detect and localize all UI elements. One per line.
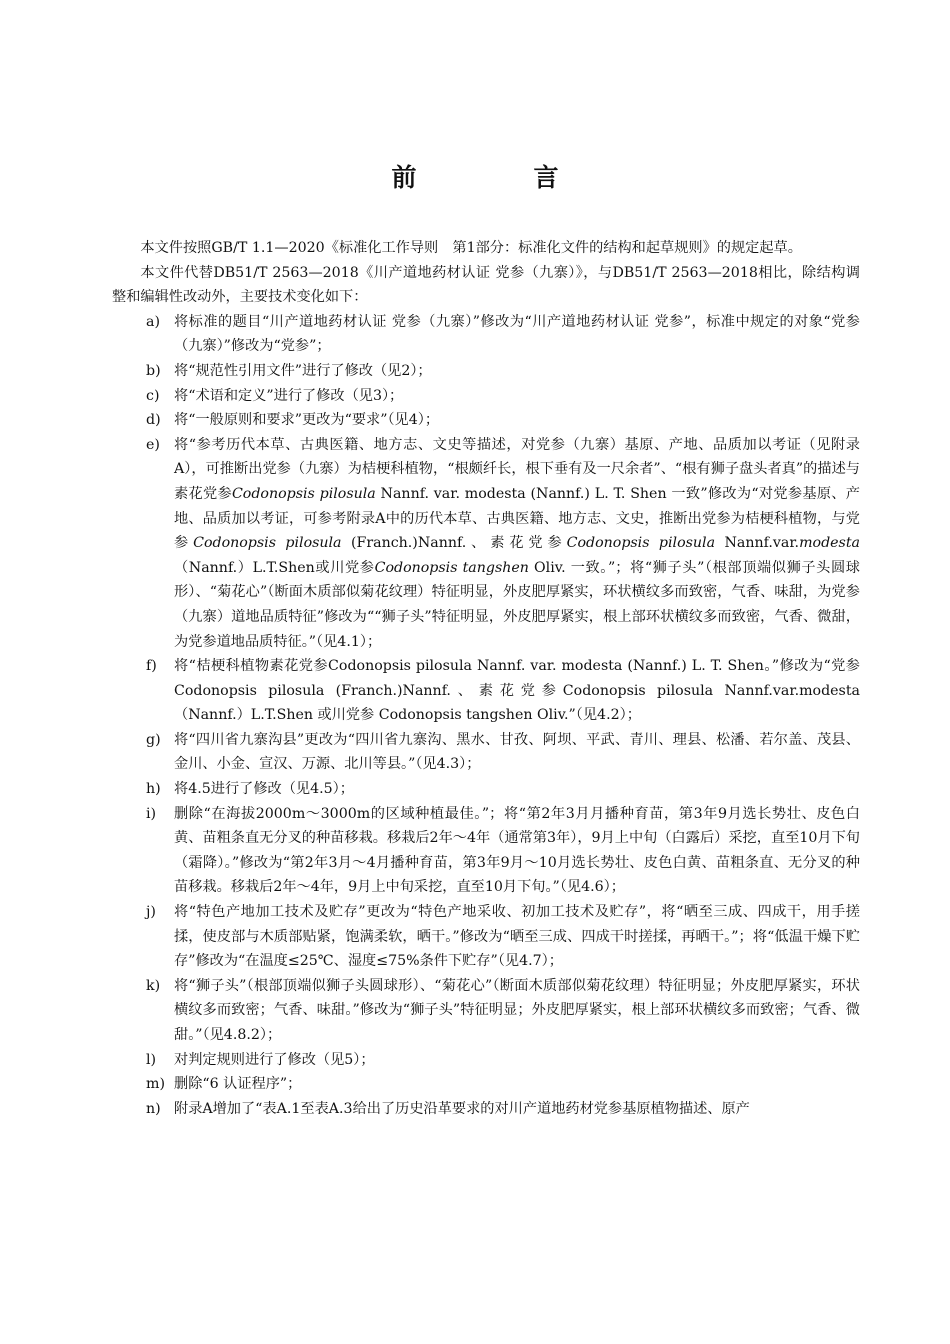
replacement-paragraph: 本文件代替DB51/T 2563—2018《川产道地药材认证 党参（九寨）》，与DB51/T 2563—2018相比，除结构调整和编辑性改动外，主要技术变化如下： bbox=[112, 264, 860, 306]
list-marker: g) bbox=[146, 731, 161, 748]
list-marker: c) bbox=[146, 387, 160, 404]
intro-paragraph: 本文件按照GB/T 1.1—2020《标准化工作导则 第1部分：标准化文件的结构和起草规则》的规定起草。 bbox=[140, 240, 802, 256]
list-marker: d) bbox=[146, 412, 161, 429]
species-name: Codonopsis pilosula bbox=[566, 535, 716, 552]
list-item bbox=[112, 654, 860, 728]
list-marker: m) bbox=[146, 1076, 165, 1093]
change-list bbox=[112, 310, 860, 1122]
list-item-text: 删除“在海拔2000m～3000m的区域种植最佳。”；将“第2年3月月播种育苗，第3年9月选长势壮、皮色白黄、苗粗条直无分叉的种苗移栽。移栽后2年～4年（通常第3年），9月上中旬（白露后）采挖，直至10月下旬（霜降）。”修改为“第2年3月～4月播种育苗，第3年9月～10月选长势壮、皮色白黄、苗粗条直、无分叉的种苗移栽。移栽后2年～4年，9月上中旬采挖，直至10月下旬。”（见4.6）； bbox=[174, 805, 860, 896]
list-marker: l) bbox=[146, 1051, 157, 1068]
list-item-text: 附录A增加了“表A.1至表A.3给出了历史沿革要求的对川产道地药材党参基原植物描述、原产 bbox=[174, 1100, 750, 1117]
list-marker: e) bbox=[146, 436, 160, 453]
list-item-text: 删除“6 认证程序”； bbox=[174, 1076, 302, 1093]
list-item-text: 将“狮子头”（根部顶端似狮子头圆球形）、“菊花心”（断面木质部似菊花纹理）特征明显；外皮肥厚紧实，环状横纹多而致密；气香、味甜。”修改为“狮子头”特征明显；外皮肥厚紧实，根上部环状横纹多而致密；气香、微甜。”（见4.8.2）； bbox=[174, 977, 860, 1043]
list-marker: j) bbox=[146, 904, 156, 921]
list-item-text: 将4.5进行了修改（见4.5）； bbox=[174, 781, 354, 798]
page-title: 前 言 bbox=[391, 163, 605, 192]
list-marker: a) bbox=[146, 313, 160, 330]
list-item bbox=[112, 408, 860, 433]
list-item bbox=[112, 1097, 860, 1122]
list-item bbox=[112, 802, 860, 900]
list-item bbox=[112, 384, 860, 409]
list-marker: k) bbox=[146, 977, 161, 994]
list-item-text: 将标准的题目“川产道地药材认证 党参（九寨）”修改为“川产道地药材认证 党参”，标准中规定的对象“党参（九寨）”修改为“党参”； bbox=[174, 313, 860, 355]
list-marker: f) bbox=[146, 658, 157, 675]
species-name: modesta bbox=[799, 535, 860, 552]
list-item-text: 将“规范性引用文件”进行了修改（见2）； bbox=[174, 362, 432, 379]
list-item bbox=[112, 433, 860, 654]
list-item-text: 对判定规则进行了修改（见5）； bbox=[174, 1051, 375, 1068]
species-name: Codonopsis pilosula bbox=[231, 485, 376, 502]
list-marker: i) bbox=[146, 805, 157, 822]
list-item bbox=[112, 777, 860, 802]
list-marker: b) bbox=[146, 362, 161, 379]
list-item bbox=[112, 728, 860, 777]
list-item bbox=[112, 359, 860, 384]
list-item bbox=[112, 1072, 860, 1097]
list-item-text: 将“一般原则和要求”更改为“要求”（见4）； bbox=[174, 412, 440, 429]
species-name: Codonopsis pilosula bbox=[193, 535, 342, 552]
list-item-text: 将“特色产地加工技术及贮存”更改为“特色产地采收、初加工技术及贮存”，将“晒至三成、四成干，用手搓揉，使皮部与木质部贴紧，饱满柔软，晒干。”修改为“晒至三成、四成干时搓揉，再晒干。”；将“低温干燥下贮存”修改为“在温度≤25℃、湿度≤75%条件下贮存”（见4.7）； bbox=[174, 904, 860, 970]
list-item bbox=[112, 310, 860, 359]
list-item bbox=[112, 900, 860, 974]
species-name: Codonopsis tangshen bbox=[374, 559, 529, 576]
list-marker: h) bbox=[146, 781, 161, 798]
document-body bbox=[112, 236, 860, 1121]
list-item-text: 将“四川省九寨沟县”更改为“四川省九寨沟、黑水、甘孜、阿坝、平武、青川、理县、松潘、若尔盖、茂县、金川、小金、宣汉、万源、北川等县。”（见4.3）； bbox=[174, 731, 860, 773]
list-item bbox=[112, 974, 860, 1048]
list-item-text: 将“术语和定义”进行了修改（见3）； bbox=[174, 387, 404, 404]
list-marker: n) bbox=[146, 1100, 161, 1117]
list-item bbox=[112, 1048, 860, 1073]
list-item-text: 将“参考历代本草、古典医籍、地方志、文史等描述，对党参（九寨）基原、产地、品质加以考证（见附录A），可推断出党参（九寨）为桔梗科植物，“根颇纤长，根下垂有及一尺余者”、“根有狮子盘头者真”的描述与素花党参Codonopsis pilosula Nannf. var. modesta (Nannf.) L. T. Shen 一致”修改为“对党参基原、产地、品质加以考证，可参考附录A中的历代本草、古典医籍、地方志、文史，推断出党参为桔梗科植物，与党参Codonopsis pilosula (Franch.)Nannf.、素花党参Codonopsis pilosula Nannf.var.modesta（Nannf.）L.T.Shen或川党参Codonopsis tangshen Oliv. 一致。”；将“狮子头”（根部顶端似狮子头圆球形）、“菊花心”（断面木质部似菊花纹理）特征明显，外皮肥厚紧实，环状横纹多而致密，气香、味甜，为党参（九寨）道地品质特征”修改为““狮子头”特征明显，外皮肥厚紧实，根上部环状横纹多而致密，气香、微甜，为党参道地品质特征。”（见4.1）； bbox=[174, 436, 860, 650]
list-item-text: 将“桔梗科植物素花党参Codonopsis pilosula Nannf. var. modesta (Nannf.) L. T. Shen。”修改为“党参Codonopsis pilosula (Franch.)Nannf.、素花党参Codonopsis pilosula Nannf.var.modesta（Nannf.）L.T.Shen 或川党参 Codonopsis tangshen Oliv.”（见4.2）； bbox=[174, 658, 860, 724]
